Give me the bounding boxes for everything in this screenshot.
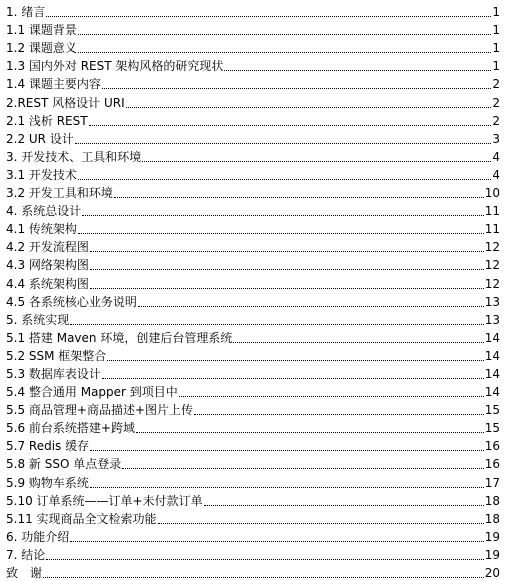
toc-entry-page-number: 2 — [492, 113, 500, 128]
toc-entry-title: 5.7 Redis 缓存 — [6, 439, 90, 454]
toc-entry-page-number: 15 — [484, 421, 500, 436]
toc-entry-title: 4.5 各系统核心业务说明 — [6, 294, 137, 309]
toc-entry — [6, 454, 500, 472]
toc-entry-title: 1. 绪言 — [6, 5, 46, 20]
toc-entry-title: 3.1 开发技术 — [6, 167, 77, 182]
toc-entry — [6, 527, 500, 545]
toc-entry-page-number: 4 — [492, 167, 500, 182]
toc-dot-leader — [90, 487, 484, 488]
toc-entry-title: 3.2 开发工具和环境 — [6, 186, 113, 201]
toc-dot-leader — [107, 360, 483, 361]
toc-entry-title: 4.1 传统架构 — [6, 222, 77, 237]
toc-dot-leader — [46, 16, 491, 17]
toc-entry — [6, 56, 500, 74]
toc-entry-page-number: 18 — [484, 511, 500, 526]
toc-entry-title: 5. 系统实现 — [6, 312, 70, 327]
toc-entry-page-number: 12 — [484, 258, 500, 273]
toc-entry-title: 2.1 浅析 REST — [6, 113, 88, 128]
toc-entry-title: 5.4 整合通用 Mapper 到项目中 — [6, 385, 178, 400]
toc-entry-title: 1.2 课题意义 — [6, 41, 77, 56]
toc-entry-page-number: 13 — [484, 294, 500, 309]
toc-dot-leader — [194, 414, 484, 415]
toc-entry — [6, 165, 500, 183]
toc-entry — [6, 346, 500, 364]
toc-entry-title: 致 谢 — [6, 566, 43, 580]
toc-entry-page-number: 1 — [492, 41, 500, 56]
toc-dot-leader — [158, 523, 484, 524]
toc-dot-leader — [90, 251, 484, 252]
toc-entry-title: 2.REST 风格设计 URI — [6, 95, 125, 110]
toc-entry-page-number: 14 — [484, 366, 500, 381]
toc-entry — [6, 491, 500, 509]
toc-entry-page-number: 14 — [484, 348, 500, 363]
toc-entry-page-number: 2 — [492, 77, 500, 92]
toc-entry-page-number: 12 — [484, 276, 500, 291]
toc-entry — [6, 472, 500, 490]
toc-dot-leader — [204, 505, 484, 506]
toc-dot-leader — [122, 468, 484, 469]
toc-entry — [6, 183, 500, 201]
toc-entry-page-number: 17 — [484, 475, 500, 490]
toc-dot-leader — [90, 269, 484, 270]
toc-entry — [6, 509, 500, 527]
table-of-contents — [6, 2, 500, 581]
toc-entry-title: 5.10 订单系统——订单+未付款订单 — [6, 493, 203, 508]
toc-dot-leader — [70, 541, 483, 542]
toc-dot-leader — [78, 179, 491, 180]
toc-entry-page-number: 20 — [484, 566, 500, 580]
toc-dot-leader — [78, 233, 484, 234]
toc-dot-leader — [126, 107, 492, 108]
toc-entry-title: 5.8 新 SSO 单点登录 — [6, 457, 122, 472]
toc-entry — [6, 219, 500, 237]
toc-dot-leader — [90, 450, 484, 451]
toc-entry-title: 3. 开发技术、工具和环境 — [6, 149, 142, 164]
toc-entry-page-number: 12 — [484, 240, 500, 255]
toc-entry-page-number: 3 — [492, 131, 500, 146]
toc-entry-page-number: 1 — [492, 59, 500, 74]
toc-entry-title: 5.9 购物车系统 — [6, 475, 89, 490]
toc-entry-title: 4. 系统总设计 — [6, 204, 82, 219]
toc-dot-leader — [224, 70, 491, 71]
toc-entry — [6, 237, 500, 255]
toc-entry-title: 5.11 实现商品全文检索功能 — [6, 511, 157, 526]
toc-dot-leader — [102, 88, 491, 89]
toc-dot-leader — [114, 197, 484, 198]
toc-dot-leader — [46, 559, 483, 560]
toc-entry-page-number: 14 — [484, 330, 500, 345]
toc-entry-page-number: 18 — [484, 493, 500, 508]
toc-dot-leader — [70, 324, 483, 325]
toc-entry-title: 4.3 网络架构图 — [6, 258, 89, 273]
toc-dot-leader — [82, 215, 483, 216]
toc-entry-page-number: 16 — [484, 439, 500, 454]
toc-entry — [6, 92, 500, 110]
toc-dot-leader — [136, 432, 484, 433]
toc-entry-title: 1.3 国内外对 REST 架构风格的研究现状 — [6, 59, 224, 74]
toc-dot-leader — [179, 396, 484, 397]
toc-entry-page-number: 15 — [484, 403, 500, 418]
toc-entry-page-number: 2 — [492, 95, 500, 110]
toc-entry — [6, 545, 500, 563]
toc-dot-leader — [78, 34, 491, 35]
toc-entry — [6, 310, 500, 328]
toc-entry-page-number: 1 — [492, 23, 500, 38]
toc-dot-leader — [43, 577, 484, 578]
toc-entry — [6, 111, 500, 129]
toc-entry — [6, 147, 500, 165]
toc-dot-leader — [138, 306, 484, 307]
toc-entry-title: 4.4 系统架构图 — [6, 276, 89, 291]
toc-entry — [6, 273, 500, 291]
toc-entry-title: 5.1 搭建 Maven 环境，创建后台管理系统 — [6, 330, 233, 345]
toc-entry-title: 1.1 课题背景 — [6, 23, 77, 38]
toc-dot-leader — [142, 161, 491, 162]
toc-entry — [6, 328, 500, 346]
toc-entry-page-number: 14 — [484, 385, 500, 400]
toc-entry — [6, 255, 500, 273]
toc-entry — [6, 418, 500, 436]
toc-entry-page-number: 16 — [484, 457, 500, 472]
toc-entry-page-number: 11 — [484, 222, 500, 237]
toc-entry — [6, 201, 500, 219]
toc-dot-leader — [102, 378, 484, 379]
toc-entry — [6, 2, 500, 20]
toc-entry — [6, 74, 500, 92]
toc-entry-title: 1.4 课题主要内容 — [6, 77, 101, 92]
toc-dot-leader — [90, 288, 484, 289]
toc-entry — [6, 382, 500, 400]
toc-entry-page-number: 19 — [484, 529, 500, 544]
toc-entry-title: 2.2 UR 设计 — [6, 131, 74, 146]
toc-entry-page-number: 1 — [492, 5, 500, 20]
toc-entry-page-number: 13 — [484, 312, 500, 327]
toc-entry-title: 7. 结论 — [6, 547, 46, 562]
toc-dot-leader — [233, 342, 483, 343]
toc-entry — [6, 364, 500, 382]
toc-dot-leader — [89, 125, 492, 126]
toc-entry-title: 6. 功能介绍 — [6, 529, 70, 544]
toc-entry — [6, 38, 500, 56]
toc-entry-title: 5.6 前台系统搭建+跨域 — [6, 421, 135, 436]
toc-entry-title: 4.2 开发流程图 — [6, 240, 89, 255]
toc-entry — [6, 129, 500, 147]
toc-entry-title: 5.3 数据库表设计 — [6, 366, 101, 381]
toc-entry — [6, 436, 500, 454]
toc-entry-title: 5.5 商品管理+商品描述+图片上传 — [6, 403, 194, 418]
toc-entry — [6, 563, 500, 581]
toc-entry-title: 5.2 SSM 框架整合 — [6, 348, 107, 363]
toc-entry — [6, 400, 500, 418]
toc-dot-leader — [78, 52, 491, 53]
toc-entry-page-number: 11 — [484, 204, 500, 219]
toc-entry-page-number: 19 — [484, 547, 500, 562]
toc-entry-page-number: 4 — [492, 149, 500, 164]
toc-entry — [6, 20, 500, 38]
toc-entry-page-number: 10 — [484, 186, 500, 201]
toc-dot-leader — [75, 143, 492, 144]
toc-entry — [6, 292, 500, 310]
